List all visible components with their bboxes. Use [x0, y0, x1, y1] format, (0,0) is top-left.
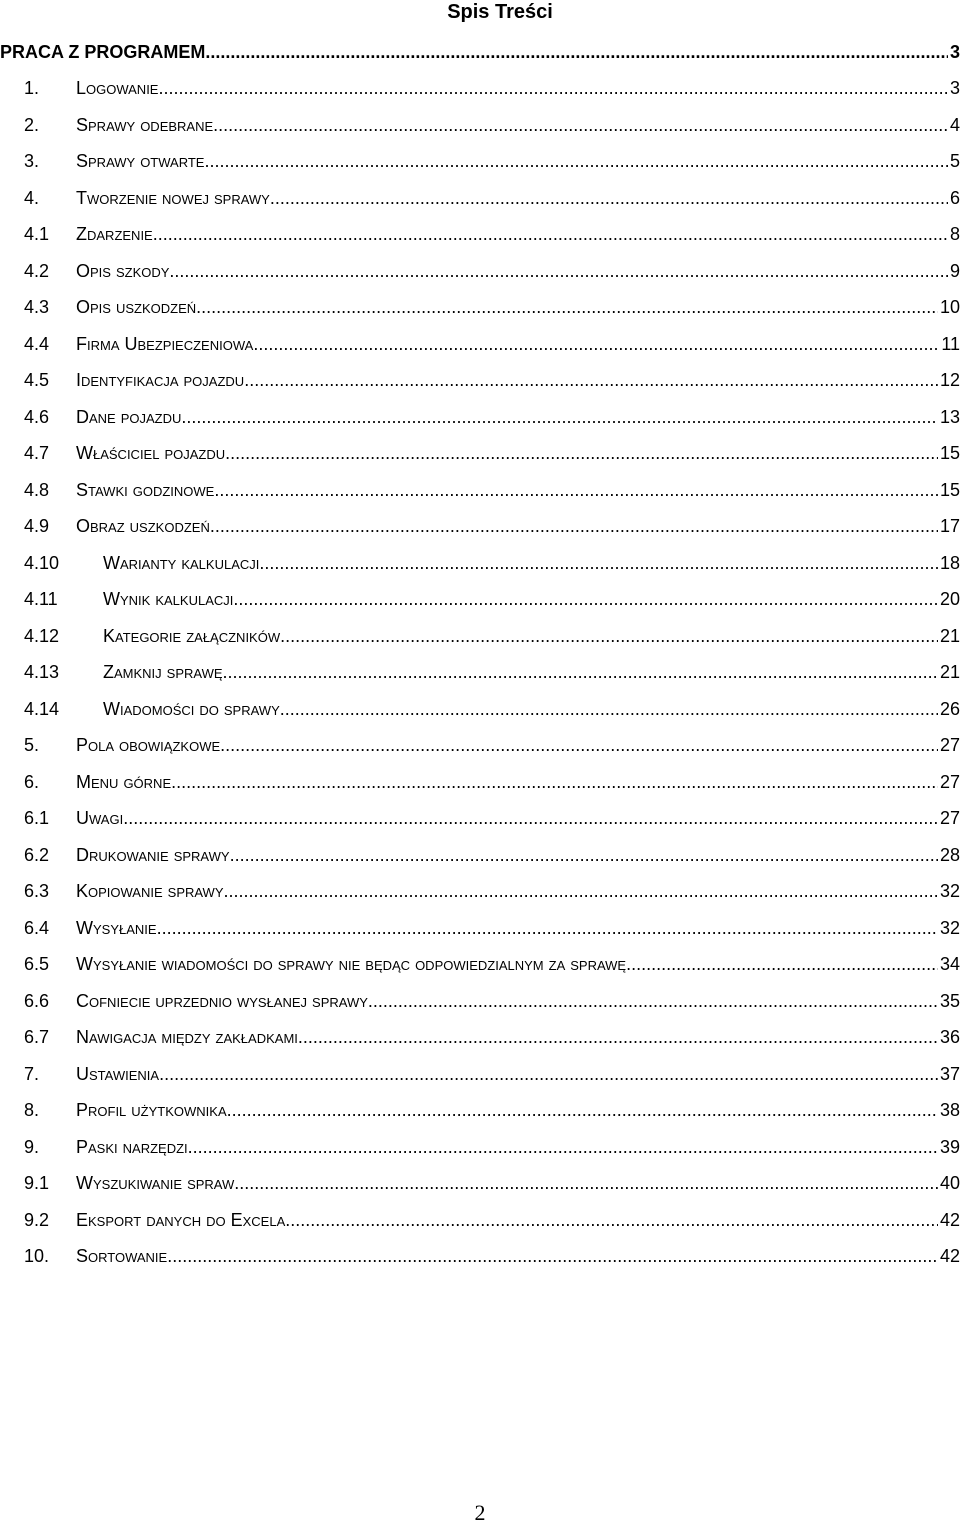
- dot-leader: [233, 589, 938, 610]
- toc-entry-body: [76, 735, 960, 756]
- toc-entry[interactable]: [0, 1093, 960, 1130]
- toc-entry-body: [76, 1064, 960, 1085]
- toc-entry-title: Menu górne: [76, 771, 172, 792]
- toc-entry[interactable]: [0, 1202, 960, 1239]
- dot-leader: [123, 808, 938, 829]
- toc-entry[interactable]: [0, 728, 960, 765]
- toc-entry-body: [76, 1173, 960, 1194]
- toc-entry-title: Kopiowanie sprawy: [76, 881, 224, 902]
- dot-leader: [167, 1246, 938, 1267]
- toc-entry-number: 9.1: [24, 1173, 50, 1194]
- toc-entry-page: 21: [939, 625, 960, 646]
- toc-entry-title: Paski narzędzi: [76, 1136, 188, 1157]
- dot-leader: [153, 224, 948, 245]
- toc-entry[interactable]: [0, 509, 960, 546]
- toc-entry-number: 7.: [24, 1063, 40, 1084]
- toc-entry-body: [103, 699, 960, 720]
- toc-entry-title: PRACA Z PROGRAMEM: [0, 41, 206, 62]
- toc-entry[interactable]: [0, 1239, 960, 1276]
- toc-entry[interactable]: [0, 764, 960, 801]
- toc-entry-page: 34: [939, 954, 960, 975]
- toc-entry-body: [76, 188, 960, 209]
- toc-entry-page: 9: [949, 260, 960, 281]
- toc-entry-title: Nawigacja między zakładkami: [76, 1027, 298, 1048]
- toc-entry-page: 35: [939, 990, 960, 1011]
- toc-entry-body: [76, 1100, 960, 1121]
- toc-entry-title: Logowanie: [76, 78, 159, 99]
- toc-entry[interactable]: [0, 107, 960, 144]
- dot-leader: [204, 151, 948, 172]
- toc-entry-number: 4.13: [24, 662, 60, 683]
- toc-entry-number: 6.4: [24, 917, 50, 938]
- toc-entry[interactable]: [0, 180, 960, 217]
- dot-leader: [259, 553, 938, 574]
- toc-entry-number: 9.: [24, 1136, 40, 1157]
- toc-entry-number: 4.4: [24, 333, 50, 354]
- toc-entry-page: 32: [939, 881, 960, 902]
- toc-entry-body: [76, 918, 960, 939]
- toc-entry-title: Wynik kalkulacji: [103, 589, 234, 610]
- toc-entry-body: [76, 115, 960, 136]
- toc-entry-page: 42: [939, 1209, 960, 1230]
- toc-entry-body: [76, 151, 960, 172]
- toc-entry-page: 15: [939, 479, 960, 500]
- toc-entry-number: 4.14: [24, 698, 60, 719]
- toc-entry[interactable]: [0, 691, 960, 728]
- toc-entry-number: 4.6: [24, 406, 50, 427]
- dot-leader: [298, 1027, 938, 1048]
- toc-entry-body: [76, 370, 960, 391]
- dot-leader: [368, 991, 938, 1012]
- toc-entry-title: Opis uszkodzeń: [76, 297, 197, 318]
- toc-heading: Spis Treści: [447, 1, 553, 23]
- dot-leader: [188, 1137, 938, 1158]
- toc-entry[interactable]: [0, 655, 960, 692]
- toc-entry-title: Sortowanie: [76, 1246, 168, 1267]
- toc-entry[interactable]: [0, 1020, 960, 1057]
- toc-entry-number: 1.: [24, 78, 40, 99]
- table-of-contents: [0, 34, 960, 1275]
- toc-entry-page: 4: [949, 114, 960, 135]
- toc-entry-title: Wysyłanie: [76, 917, 157, 938]
- dot-leader: [626, 954, 938, 975]
- toc-entry[interactable]: [0, 1129, 960, 1166]
- toc-entry-number: 10.: [24, 1246, 50, 1267]
- dot-leader: [210, 516, 938, 537]
- toc-entry-title: Pola obowiązkowe: [76, 735, 221, 756]
- toc-entry[interactable]: [0, 837, 960, 874]
- page-number: 2: [474, 1500, 486, 1525]
- toc-entry-body: [76, 1027, 960, 1048]
- toc-entry-number: 6.6: [24, 990, 50, 1011]
- toc-entry-title: Uwagi: [76, 808, 124, 829]
- toc-entry-body: [103, 662, 960, 683]
- toc-entry-page: 18: [939, 552, 960, 573]
- dot-leader: [169, 261, 948, 282]
- toc-entry-page: 8: [949, 224, 960, 245]
- toc-entry-title: Cofniecie uprzednio wysłanej sprawy: [76, 990, 368, 1011]
- toc-entry-page: 12: [939, 370, 960, 391]
- toc-entry-title: Tworzenie nowej sprawy: [76, 187, 270, 208]
- toc-entry-number: 4.2: [24, 260, 50, 281]
- toc-entry[interactable]: [0, 399, 960, 436]
- toc-entry-page: 36: [939, 1027, 960, 1048]
- toc-entry-body: [76, 516, 960, 537]
- toc-entry[interactable]: [0, 874, 960, 911]
- toc-entry-page: 5: [949, 151, 960, 172]
- toc-entry-page: 38: [939, 1100, 960, 1121]
- toc-entry-body: [76, 1246, 960, 1267]
- toc-entry-body: [76, 334, 960, 355]
- toc-entry[interactable]: [0, 34, 960, 71]
- toc-entry-number: 5.: [24, 735, 40, 756]
- toc-entry-number: 3.: [24, 151, 40, 172]
- toc-entry-page: 42: [939, 1246, 960, 1267]
- toc-entry-body: [76, 78, 960, 99]
- toc-entry-number: 2.: [24, 114, 40, 135]
- toc-entry-number: 8.: [24, 1100, 40, 1121]
- toc-entry[interactable]: [0, 217, 960, 254]
- toc-entry-body: [76, 881, 960, 902]
- dot-leader: [158, 78, 948, 99]
- dot-leader: [280, 626, 938, 647]
- toc-entry[interactable]: [0, 910, 960, 947]
- toc-entry-body: [76, 224, 960, 245]
- toc-entry-body: [76, 991, 960, 1012]
- toc-entry-page: 3: [949, 41, 960, 62]
- toc-entry-title: Zdarzenie: [76, 224, 153, 245]
- toc-entry-body: [103, 589, 960, 610]
- toc-entry-page: 17: [939, 516, 960, 537]
- toc-entry-body: [76, 808, 960, 829]
- toc-entry-number: 6.5: [24, 954, 50, 975]
- toc-entry-title: Warianty kalkulacji: [103, 552, 260, 573]
- toc-entry-number: 6.1: [24, 808, 50, 829]
- dot-leader: [253, 334, 939, 355]
- toc-entry-body: [103, 626, 960, 647]
- toc-entry-body: [76, 1137, 960, 1158]
- toc-entry-number: 4.: [24, 187, 40, 208]
- toc-entry-number: 9.2: [24, 1209, 50, 1230]
- toc-entry-title: Obraz uszkodzeń: [76, 516, 210, 537]
- toc-entry-number: 4.10: [24, 552, 60, 573]
- dot-leader: [214, 480, 938, 501]
- toc-entry-number: 4.3: [24, 297, 50, 318]
- toc-entry-number: 4.1: [24, 224, 50, 245]
- dot-leader: [213, 115, 948, 136]
- toc-entry[interactable]: [0, 947, 960, 984]
- toc-entry-number: 4.9: [24, 516, 50, 537]
- toc-entry-page: 3: [949, 78, 960, 99]
- toc-entry-page: 39: [939, 1136, 960, 1157]
- toc-entry-number: 4.7: [24, 443, 50, 464]
- dot-leader: [230, 845, 938, 866]
- toc-entry-title: Profil użytkownika: [76, 1100, 227, 1121]
- toc-entry-title: Opis szkody: [76, 260, 170, 281]
- toc-entry-number: 4.12: [24, 625, 60, 646]
- toc-entry-title: Eksport danych do Excela: [76, 1209, 286, 1230]
- toc-entry-body: [76, 407, 960, 428]
- toc-entry-number: 6.2: [24, 844, 50, 865]
- toc-entry-number: 6.3: [24, 881, 50, 902]
- toc-entry-body: [76, 772, 960, 793]
- toc-entry-body: [76, 1210, 960, 1231]
- toc-entry-page: 13: [939, 406, 960, 427]
- toc-entry-page: 15: [939, 443, 960, 464]
- toc-entry-number: 6.: [24, 771, 40, 792]
- toc-entry-title: Drukowanie sprawy: [76, 844, 230, 865]
- dot-leader: [234, 1173, 938, 1194]
- toc-entry-title: Wyszukiwanie spraw: [76, 1173, 235, 1194]
- toc-entry[interactable]: [0, 253, 960, 290]
- toc-entry[interactable]: [0, 472, 960, 509]
- toc-entry-body: [76, 954, 960, 975]
- toc-entry-number: 6.7: [24, 1027, 50, 1048]
- toc-entry-page: 10: [939, 297, 960, 318]
- toc-entry-title: Wysyłanie wiadomości do sprawy nie będąc odpowiedzialnym za sprawę: [76, 954, 627, 975]
- toc-entry-page: 11: [941, 333, 960, 354]
- toc-entry-page: 20: [939, 589, 960, 610]
- toc-entry-page: 6: [949, 187, 960, 208]
- dot-leader: [220, 735, 938, 756]
- toc-entry-body: [76, 443, 960, 464]
- toc-entry-body: [103, 553, 960, 574]
- toc-entry-title: Dane pojazdu: [76, 406, 182, 427]
- toc-entry-title: Wiadomości do sprawy: [103, 698, 280, 719]
- dot-leader: [171, 772, 938, 793]
- dot-leader: [270, 188, 948, 209]
- toc-entry-title: Stawki godzinowe: [76, 479, 215, 500]
- toc-entry-page: 37: [939, 1063, 960, 1084]
- toc-entry-page: 27: [939, 771, 960, 792]
- toc-entry-page: 40: [939, 1173, 960, 1194]
- toc-entry-page: 32: [939, 917, 960, 938]
- dot-leader: [225, 443, 938, 464]
- dot-leader: [196, 297, 938, 318]
- dot-leader: [227, 1100, 938, 1121]
- toc-entry-title: Firma Ubezpieczeniowa: [76, 333, 254, 354]
- toc-entry[interactable]: [0, 983, 960, 1020]
- dot-leader: [159, 1064, 938, 1085]
- dot-leader: [223, 662, 938, 683]
- toc-entry[interactable]: [0, 1166, 960, 1203]
- dot-leader: [285, 1210, 938, 1231]
- toc-entry-body: [76, 297, 960, 318]
- dot-leader: [224, 881, 938, 902]
- toc-entry-body: [76, 845, 960, 866]
- dot-leader: [181, 407, 938, 428]
- toc-entry-title: Zamknij sprawę: [103, 662, 223, 683]
- toc-entry[interactable]: [0, 71, 960, 108]
- dot-leader: [280, 699, 938, 720]
- toc-entry-number: 4.5: [24, 370, 50, 391]
- toc-entry-number: 4.8: [24, 479, 50, 500]
- toc-entry-title: Właściciel pojazdu: [76, 443, 226, 464]
- toc-entry[interactable]: [0, 436, 960, 473]
- toc-entry[interactable]: [0, 582, 960, 619]
- toc-entry-body: [0, 42, 960, 63]
- toc-entry-page: 21: [939, 662, 960, 683]
- toc-entry-title: Kategorie załączników: [103, 625, 281, 646]
- toc-entry[interactable]: [0, 545, 960, 582]
- toc-entry-title: Ustawienia: [76, 1063, 160, 1084]
- toc-entry-page: 28: [939, 844, 960, 865]
- toc-entry[interactable]: [0, 363, 960, 400]
- dot-leader: [244, 370, 938, 391]
- toc-entry-number: 4.11: [24, 589, 58, 610]
- toc-entry[interactable]: [0, 618, 960, 655]
- toc-entry-body: [76, 480, 960, 501]
- toc-entry-body: [76, 261, 960, 282]
- toc-entry-title: Identyfikacja pojazdu: [76, 370, 245, 391]
- toc-entry-page: 27: [939, 735, 960, 756]
- toc-entry[interactable]: [0, 801, 960, 838]
- dot-leader: [205, 42, 948, 63]
- dot-leader: [157, 918, 938, 939]
- toc-entry-title: Sprawy otwarte: [76, 151, 205, 172]
- toc-entry-title: Sprawy odebrane: [76, 114, 214, 135]
- toc-entry[interactable]: [0, 144, 960, 181]
- toc-entry[interactable]: [0, 1056, 960, 1093]
- toc-entry[interactable]: [0, 290, 960, 327]
- toc-entry[interactable]: [0, 326, 960, 363]
- toc-entry-page: 27: [939, 808, 960, 829]
- toc-entry-page: 26: [939, 698, 960, 719]
